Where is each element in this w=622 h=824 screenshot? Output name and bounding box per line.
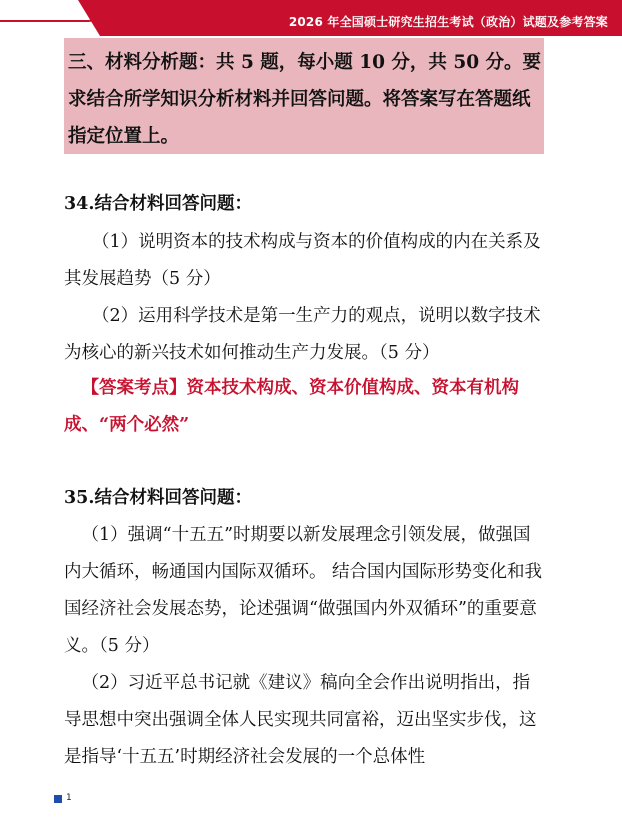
question-35-title: 35.结合材料回答问题： [64, 488, 252, 508]
section-notice: 三、材料分析题：共 5 题，每小题 10 分，共 50 分。要求结合所学知识分析材料并回答问题。将答案写在答题纸指定位置上。 [64, 38, 544, 154]
page-number: 1 [66, 793, 72, 803]
question-34-sub2: （2）运用科学技术是第一生产力的观点，说明以数字技术为核心的新兴技术如何推动生产力发展。（5 分） [64, 306, 541, 363]
question-34-answer: 【答案考点】资本技术构成、资本价值构成、资本有机构成、“两个必然” [64, 378, 519, 435]
question-35-sub2: （2）习近平总书记就《建议》稿向全会作出说明指出，指导思想中突出强调全体人民实现共同富裕，迈出坚实步伐，这是指导‘十五五’时期经济社会发展的一个总体性 [64, 673, 537, 767]
question-34-title: 34.结合材料回答问题： [64, 194, 252, 214]
header-title: 2026 年全国硕士研究生招生考试（政治）试题及参考答案 [288, 15, 608, 29]
question-35-sub1: （1）强调“十五五”时期要以新发展理念引领发展，做强国内大循环，畅通国内国际双循环。 结合国内国际形势变化和我国经济社会发展态势，论述强调“做强国内外双循环”的重要意义。（5 分） [64, 525, 543, 656]
page-marker-icon [54, 795, 62, 803]
question-34-sub1: （1）说明资本的技术构成与资本的价值构成的内在关系及其发展趋势（5 分） [64, 232, 541, 289]
